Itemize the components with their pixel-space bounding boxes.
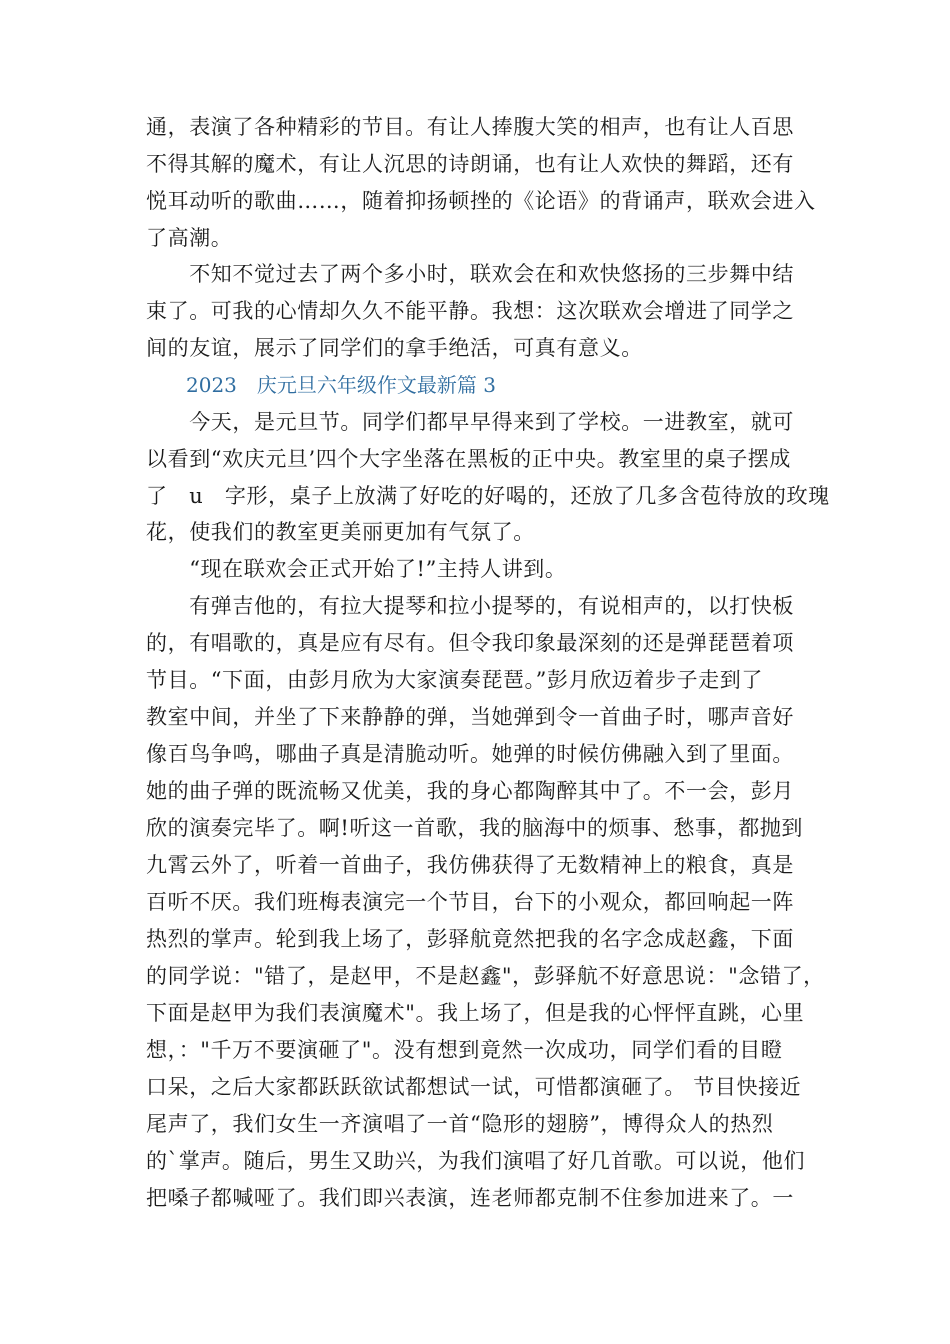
text-line: 像百鸟争鸣，哪曲子真是清脆动听。她弹的时候仿佛融入到了里面。: [146, 742, 794, 766]
text-line: 把嗓子都喊哑了。我们即兴表演，连老师都克制不住参加进来了。一: [146, 1186, 794, 1210]
text-line: 间的友谊，展示了同学们的拿手绝活，可真有意义。: [146, 336, 643, 360]
text-line: 教室中间，并坐了下来静静的弹，当她弹到令一首曲子时，哪声音好: [146, 705, 794, 729]
text-line: 节目。“下面，由彭月欣为大家演奏琵琶。”彭月欣迈着步子走到了: [146, 668, 763, 692]
text-line: 了高潮。: [146, 226, 233, 250]
text-line: 有弹吉他的，有拉大提琴和拉小提琴的，有说相声的，以打快板: [146, 594, 794, 618]
text-line: 通，表演了各种精彩的节目。有让人捧腹大笑的相声，也有让人百思: [146, 115, 794, 139]
text-line: 九霄云外了，听着一首曲子，我仿佛获得了无数精神上的粮食，真是: [146, 853, 794, 877]
text-line: 下面是赵甲为我们表演魔术"。我上场了，但是我的心怦怦直跳，心里: [146, 1001, 805, 1025]
text-line: 百听不厌。我们班梅表演完一个节目，台下的小观众，都回响起一阵: [146, 890, 794, 914]
text-line: 了 u 字形，桌子上放满了好吃的好喝的，还放了几多含苞待放的玫瑰: [146, 484, 830, 508]
section-heading: 2023 庆元旦六年级作文最新篇 3: [186, 373, 496, 397]
text-line: 的`掌声。随后，男生又助兴，为我们演唱了好几首歌。可以说，他们: [146, 1149, 806, 1173]
text-line: 口呆，之后大家都跃跃欲试都想试一试，可惜都演砸了。 节目快接近: [146, 1075, 802, 1099]
text-line: “现在联欢会正式开始了!”主持人讲到。: [146, 557, 567, 581]
text-line: 今天，是元旦节。同学们都早早得来到了学校。一进教室，就可: [146, 410, 794, 434]
text-line: 尾声了，我们女生一齐演唱了一首“隐形的翅膀”，博得众人的热烈: [146, 1112, 774, 1136]
text-line: 想，："千万不要演砸了"。没有想到竟然一次成功，同学们看的目瞪: [146, 1038, 783, 1062]
text-line: 她的曲子弹的既流畅又优美，我的身心都陶醉其中了。不一会，彭月: [146, 779, 794, 803]
text-line: 不知不觉过去了两个多小时，联欢会在和欢快悠扬的三步舞中结: [146, 262, 794, 286]
text-line: 以看到“欢庆元旦’四个大字坐落在黑板的正中央。教室里的桌子摆成: [146, 447, 792, 471]
text-line: 悦耳动听的歌曲……，随着抑扬顿挫的《论语》的背诵声，联欢会进入: [146, 189, 816, 213]
text-line: 束了。可我的心情却久久不能平静。我想：这次联欢会增进了同学之: [146, 299, 794, 323]
text-line: 花，使我们的教室更美丽更加有气氛了。: [146, 520, 535, 544]
text-line: 的，有唱歌的，真是应有尽有。但令我印象最深刻的还是弹琵琶着项: [146, 631, 794, 655]
text-line: 的同学说："错了，是赵甲，不是赵鑫"，彭驿航不好意思说："念错了，: [146, 964, 825, 988]
text-line: 热烈的掌声。轮到我上场了，彭驿航竟然把我的名字念成赵鑫，下面: [146, 927, 794, 951]
text-line: 不得其解的魔术，有让人沉思的诗朗诵，也有让人欢快的舞蹈，还有: [146, 152, 794, 176]
text-line: 欣的演奏完毕了。啊!听这一首歌，我的脑海中的烦事、愁事，都抛到: [146, 816, 804, 840]
